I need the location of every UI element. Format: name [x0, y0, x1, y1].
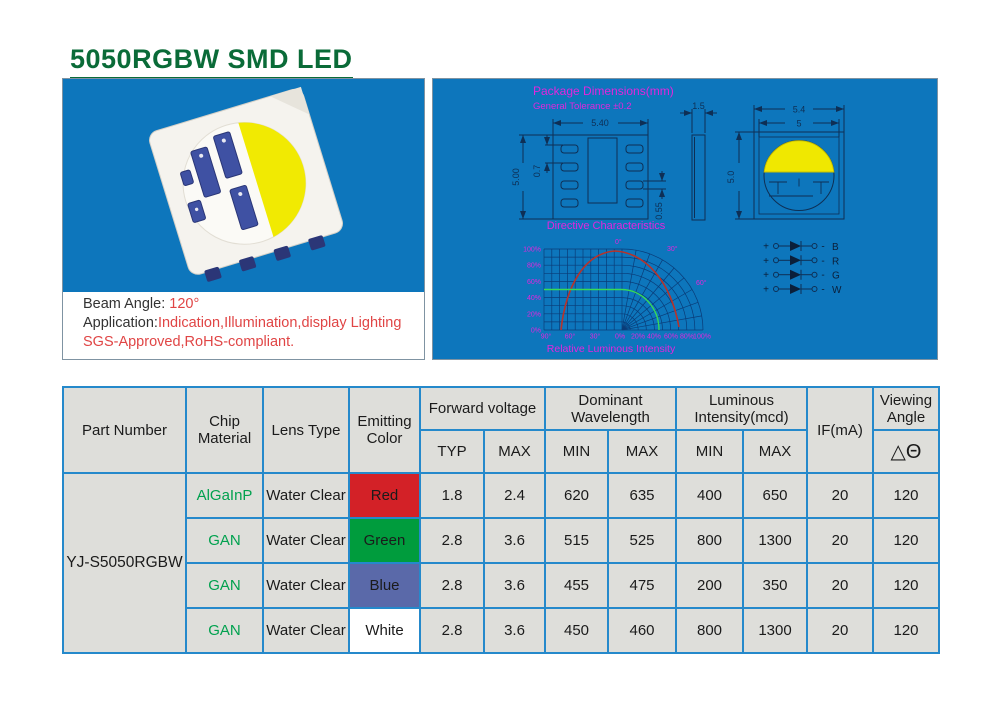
lens-type-cell: Water Clear	[263, 563, 349, 608]
minus-terminal: -	[821, 270, 825, 282]
package-drawing-panel	[432, 78, 938, 360]
led-photo-graphic	[63, 79, 424, 292]
plus-terminal: +	[763, 241, 769, 253]
application-line	[83, 314, 422, 333]
iv-max-cell: 1300	[743, 608, 807, 653]
package-drawing	[433, 79, 937, 359]
svg-text:20%: 20%	[630, 333, 646, 341]
minus-terminal: -	[821, 255, 825, 267]
svg-text:80%: 80%	[526, 262, 541, 270]
diode-symbols	[790, 241, 801, 294]
plus-terminal: +	[763, 270, 769, 282]
compliance-line	[83, 333, 422, 352]
application-value: Indication,Illumination,display Lighting	[157, 314, 402, 331]
pad-pitch-dim: 0.7	[532, 164, 542, 178]
wl-max-cell: 635	[608, 473, 676, 518]
viewing-angle-cell: 120	[873, 518, 939, 563]
wl-min-cell: 620	[545, 473, 608, 518]
wl-max-cell: 525	[608, 518, 676, 563]
beam-angle-line	[83, 295, 422, 314]
circuit-diagram	[763, 241, 842, 296]
viewing-angle-cell: 120	[873, 473, 939, 518]
header-emitting-color: Emitting Color	[349, 387, 420, 473]
front-height-dim: 5.00	[511, 168, 521, 186]
emitting-color-cell: Green	[349, 518, 420, 563]
vf-typ-cell: 2.8	[420, 518, 484, 563]
channel-label-b: B	[832, 242, 839, 253]
svg-text:80%: 80%	[679, 333, 695, 341]
plus-terminal: +	[763, 284, 769, 296]
front-width-dim: 5.40	[591, 118, 609, 128]
drawing-title: Package Dimensions(mm)	[533, 84, 674, 98]
wl-min-cell: 515	[545, 518, 608, 563]
iv-min-cell: 200	[676, 563, 743, 608]
top-view-electrodes	[769, 179, 829, 197]
emitting-color-cell: Red	[349, 473, 420, 518]
top-view	[735, 105, 844, 219]
lens-type-cell: Water Clear	[263, 473, 349, 518]
svg-text:40%: 40%	[646, 333, 662, 341]
header-luminous-intensity: Luminous Intensity(mcd)	[676, 387, 807, 430]
if-ma-cell: 20	[807, 563, 873, 608]
directivity-xlabel: Relative Luminous Intensity	[546, 343, 676, 355]
iv-min-cell: 800	[676, 608, 743, 653]
svg-text:0%: 0%	[614, 333, 626, 341]
lens-type-cell: Water Clear	[263, 608, 349, 653]
table-row-red	[63, 473, 939, 518]
header-if-ma: IF(mA)	[807, 387, 873, 473]
compliance-text: SGS-Approved,RoHS-compliant.	[83, 333, 295, 350]
minus-terminal: -	[821, 241, 825, 253]
wl-max-cell: 475	[608, 563, 676, 608]
vf-typ-cell: 1.8	[420, 473, 484, 518]
header-delta-theta: △Θ	[873, 430, 939, 473]
top-inner-width-dim: 5	[796, 118, 802, 129]
svg-text:20%: 20%	[526, 311, 541, 319]
vf-max-cell: 3.6	[484, 608, 545, 653]
header-wl-min: MIN	[545, 430, 608, 473]
vf-max-cell: 3.6	[484, 563, 545, 608]
header-iv-max: MAX	[743, 430, 807, 473]
svg-text:60°: 60°	[696, 280, 707, 287]
plus-terminal: +	[763, 255, 769, 267]
side-view	[680, 109, 717, 220]
left-tick-labels	[523, 247, 541, 335]
pad-width-dim: 0.55	[654, 202, 664, 220]
chip-material-cell: AlGaInP	[186, 473, 263, 518]
header-part-number: Part Number	[63, 387, 186, 473]
wl-max-cell: 460	[608, 608, 676, 653]
channel-label-w: W	[832, 285, 842, 296]
directivity-title: Directive Characteristics	[546, 220, 666, 232]
header-vf-typ: TYP	[420, 430, 484, 473]
vf-typ-cell: 2.8	[420, 563, 484, 608]
bottom-tick-labels	[541, 333, 711, 341]
directivity-chart	[523, 220, 711, 355]
chip-material-cell: GAN	[186, 608, 263, 653]
header-iv-min: MIN	[676, 430, 743, 473]
if-ma-cell: 20	[807, 473, 873, 518]
header-wl-max: MAX	[608, 430, 676, 473]
iv-max-cell: 350	[743, 563, 807, 608]
vf-max-cell: 3.6	[484, 518, 545, 563]
svg-text:30°: 30°	[667, 246, 678, 253]
top-outer-width-dim: 5.4	[792, 104, 806, 115]
side-thickness-dim: 1.5	[692, 101, 705, 111]
wl-min-cell: 450	[545, 608, 608, 653]
page-title: 5050RGBW SMD LED	[70, 44, 353, 80]
application-label: Application:	[83, 314, 158, 331]
svg-text:30°: 30°	[589, 333, 601, 341]
vf-typ-cell: 2.8	[420, 608, 484, 653]
viewing-angle-cell: 120	[873, 608, 939, 653]
header-forward-voltage: Forward voltage	[420, 387, 545, 430]
header-viewing-angle: Viewing Angle	[873, 387, 939, 430]
iv-max-cell: 650	[743, 473, 807, 518]
directivity-zero-label: 0°	[615, 239, 622, 246]
iv-max-cell: 1300	[743, 518, 807, 563]
part-number-cell: YJ-S5050RGBW	[63, 473, 186, 653]
emitting-color-cell: Blue	[349, 563, 420, 608]
header-lens-type: Lens Type	[263, 387, 349, 473]
svg-text:90°: 90°	[540, 333, 552, 341]
spec-table	[62, 386, 940, 654]
top-view-phosphor	[764, 141, 834, 172]
header-vf-max: MAX	[484, 430, 545, 473]
svg-text:60°: 60°	[564, 333, 576, 341]
svg-text:40%: 40%	[526, 295, 541, 303]
vf-max-cell: 2.4	[484, 473, 545, 518]
iv-min-cell: 800	[676, 518, 743, 563]
arc-tick-labels	[667, 245, 707, 287]
if-ma-cell: 20	[807, 608, 873, 653]
top-height-dim: 5.0	[726, 170, 736, 184]
header-chip-material: Chip Material	[186, 387, 263, 473]
minus-terminal: -	[821, 284, 825, 296]
beam-angle-value: 120°	[169, 295, 200, 312]
red-directivity-curve	[561, 251, 679, 330]
if-ma-cell: 20	[807, 518, 873, 563]
photo-caption	[63, 292, 424, 359]
lens-type-cell: Water Clear	[263, 518, 349, 563]
svg-text:60%: 60%	[526, 278, 541, 286]
drawing-tolerance: General Tolerance ±0.2	[533, 101, 632, 112]
svg-text:100%: 100%	[693, 333, 711, 341]
product-photo-panel	[62, 78, 425, 360]
svg-text:60%: 60%	[663, 333, 679, 341]
viewing-angle-cell: 120	[873, 563, 939, 608]
channel-label-r: R	[832, 256, 840, 268]
channel-label-g: G	[832, 270, 840, 282]
table-row-blue	[63, 563, 939, 608]
table-row-green	[63, 518, 939, 563]
emitting-color-cell: White	[349, 608, 420, 653]
svg-text:0%: 0%	[530, 327, 541, 335]
header-dominant-wavelength: Dominant Wavelength	[545, 387, 676, 430]
chip-material-cell: GAN	[186, 518, 263, 563]
iv-min-cell: 400	[676, 473, 743, 518]
chip-material-cell: GAN	[186, 563, 263, 608]
led-product-photo	[63, 79, 424, 292]
table-row-white	[63, 608, 939, 653]
wl-min-cell: 455	[545, 563, 608, 608]
beam-angle-label: Beam Angle:	[83, 295, 170, 312]
svg-text:100%: 100%	[523, 246, 541, 254]
